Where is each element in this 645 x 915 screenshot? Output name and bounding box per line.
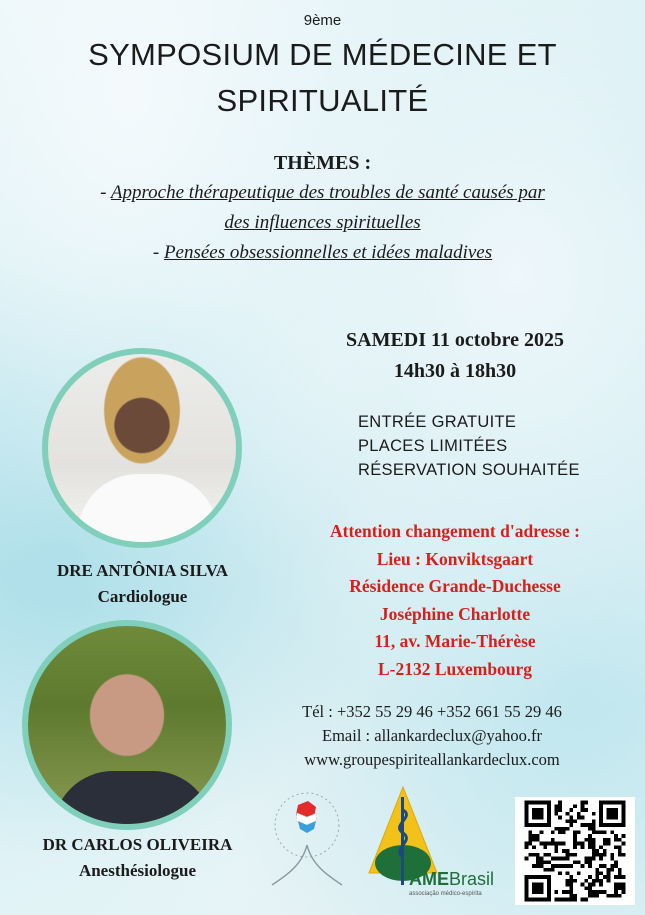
speaker-2-caption (25, 832, 250, 884)
event-date-block (310, 325, 600, 387)
theme-item-2 (0, 242, 645, 264)
info-limited-places: PLACES LIMITÉES (358, 437, 508, 455)
ame-logo-subtitle: associação médico-espírita (409, 891, 482, 897)
contact-email[interactable]: Email : allankardeclux@yahoo.fr (322, 726, 542, 745)
speaker-1-coat (78, 474, 218, 548)
address-block (300, 518, 610, 683)
event-info (358, 410, 580, 482)
edition-label: 9ème (303, 12, 342, 29)
contact-block (262, 700, 602, 772)
address-line-2: Résidence Grande-Duchesse (349, 576, 561, 596)
speaker-1-role: Cardiologue (97, 587, 188, 606)
info-free-entry: ENTRÉE GRATUITE (358, 413, 517, 431)
qr-code-icon[interactable] (515, 797, 635, 905)
event-time: 14h30 à 18h30 (393, 360, 517, 382)
title-line-2: SPIRITUALITÉ (216, 83, 429, 118)
speaker-2-portrait (22, 620, 232, 830)
speaker-2-name: DR CARLOS OLIVEIRA (42, 835, 233, 854)
address-line-1: Lieu : Konviktsgaart (376, 548, 534, 569)
address-line-3: Joséphine Charlotte (379, 603, 531, 624)
title-line-1: SYMPOSIUM DE MÉDECINE ET (88, 37, 557, 72)
theme-item-1-cont (0, 212, 645, 234)
theme-dash-2: - (152, 242, 164, 263)
theme-text-2: Pensées obsessionnelles et idées maladives (163, 242, 493, 263)
ame-logo-bold-text: AME (409, 869, 449, 889)
speaker-1-name: DRE ANTÔNIA SILVA (56, 561, 228, 580)
themes-label: THÈMES : (273, 152, 372, 174)
address-line-4: 11, av. Marie-Thérèse (374, 631, 536, 651)
contact-website[interactable]: www.groupespiriteallankardeclux.com (304, 750, 560, 769)
theme-text-1b: des influences spirituelles (224, 212, 421, 233)
event-date: SAMEDI 11 octobre 2025 (346, 329, 564, 351)
speaker-2-role: Anesthésiologue (78, 861, 197, 880)
theme-item-1 (0, 182, 645, 204)
page-title (0, 32, 645, 124)
speaker-1-caption (40, 558, 245, 610)
speaker-2-suit (53, 771, 213, 830)
address-notice: Attention changement d'adresse : (329, 521, 580, 541)
ame-logo-light-text: Brasil (449, 869, 495, 889)
theme-text-1a: Approche thérapeutique des troubles de santé causés par (110, 182, 545, 203)
ame-brasil-logo-icon (365, 785, 510, 905)
contact-phone: Tél : +352 55 29 46 +352 661 55 29 46 (302, 702, 562, 721)
theme-dash-1: - (100, 182, 111, 203)
address-line-5: L-2132 Luxembourg (377, 658, 533, 679)
info-reservation: RÉSERVATION SOUHAITÉE (358, 461, 580, 479)
speaker-1-portrait (42, 348, 242, 548)
group-spirite-logo-icon (262, 785, 352, 895)
